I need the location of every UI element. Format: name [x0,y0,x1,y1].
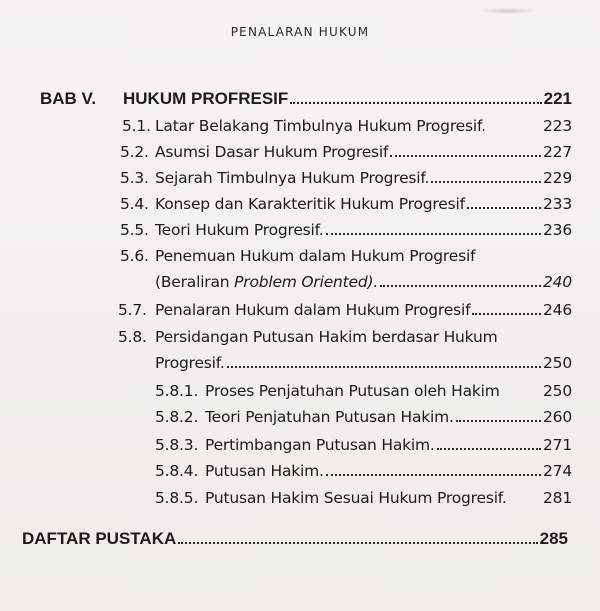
subentry-page: 281 [543,489,572,507]
toc-entry-5-5 [120,219,572,241]
subentry-number: 5.8.2. [155,408,199,426]
entry-title: Sejarah Timbulnya Hukum Progresif. [155,169,430,187]
entry-title: Asumsi Dasar Hukum Progresif [155,143,389,161]
entry-number: 5.7. [118,301,147,319]
running-head: PENALARAN HUKUM [230,25,370,39]
entry-page: 229 [543,169,572,187]
dot-leader [488,129,541,131]
paper-smudge [478,8,538,14]
subentry-number: 5.8.5. [155,489,199,507]
dot-leader [390,155,541,157]
entry-page: 250 [543,354,572,372]
entry-number: 5.6. [120,247,149,265]
subentry-number: 5.8.4. [155,462,199,480]
entry-page: 240 [543,273,572,291]
entry-page: 236 [543,221,572,239]
bibliography-title: DAFTAR PUSTAKA [22,529,177,548]
entry-title: Penalaran Hukum dalam Hukum Progresif [155,301,471,319]
subentry-title: Teori Penjatuhan Putusan Hakim. [205,408,454,426]
dot-leader [326,233,541,235]
chapter-label: BAB V. [40,89,97,108]
subentry-page: 271 [543,436,572,454]
toc-entry-5-6 [120,245,572,267]
toc-chapter-line [40,88,572,110]
entry-number: 5.8. [118,328,147,346]
dot-leader [290,102,541,104]
toc-subentry-5-8-1 [155,380,572,402]
toc-entry-5-8 [118,326,572,348]
entry-number: 5.1. [122,117,151,135]
dot-leader [227,366,541,368]
toc-subentry-5-8-2 [155,406,572,428]
toc-entry-5-3 [120,167,572,189]
entry-page: 227 [543,143,572,161]
entry-title-continued: Progresif. [155,354,225,372]
subentry-page: 250 [543,382,572,400]
chapter-title: HUKUM PROFRESIF [123,89,289,108]
entry-title: Latar Belakang Timbulnya Hukum Progresif. [155,117,486,135]
subentry-title: Proses Penjatuhan Putusan oleh Hakim [205,382,500,400]
subentry-title: Putusan Hakim Sesuai Hukum Progresif. [205,489,507,507]
dot-leader [431,181,541,183]
entry-number: 5.4. [120,195,149,213]
entry-page: 246 [543,301,572,319]
subentry-number: 5.8.1. [155,382,199,400]
dot-leader [472,313,541,315]
toc-subentry-5-8-3 [155,434,572,456]
entry-page: 233 [543,195,572,213]
subentry-title: Pertimbangan Putusan Hakim. [205,436,435,454]
entry-title-prefix: (Beraliran [155,273,235,291]
entry-title: Konsep dan Karakteritik Hukum Progresif [155,195,465,213]
entry-title: Teori Hukum Progresif. [155,221,324,239]
subentry-page: 274 [543,462,572,480]
subentry-page: 260 [543,408,572,426]
toc-subentry-5-8-5 [155,487,572,509]
toc-entry-5-8-continued [155,352,572,374]
entry-title-continued [155,271,378,293]
bibliography-page: 285 [539,529,568,548]
entry-number: 5.3. [120,169,149,187]
entry-number: 5.2. [120,143,149,161]
subentry-number: 5.8.3. [155,436,199,454]
dot-leader [467,207,541,209]
dot-leader [326,474,541,476]
toc-entry-5-1 [122,115,572,137]
entry-number: 5.5. [120,221,149,239]
toc-entry-5-7 [118,299,572,321]
entry-title: Penemuan Hukum dalam Hukum Progresif [155,247,476,265]
dot-leader [509,501,541,503]
toc-subentry-5-8-4 [155,460,572,482]
dot-leader [502,394,541,396]
toc-entry-5-4 [120,193,572,215]
entry-page: 223 [543,117,572,135]
entry-title-italic: Problem Oriented). [234,273,379,291]
dot-leader [437,448,541,450]
toc-bibliography-line [22,528,568,550]
toc-entry-5-6-continued [155,271,572,293]
dot-leader [456,420,541,422]
toc-entry-5-2 [120,141,572,163]
chapter-page: 221 [543,89,572,108]
subentry-title: Putusan Hakim. [205,462,324,480]
entry-title: Persidangan Putusan Hakim berdasar Hukum [155,328,498,346]
dot-leader [380,285,541,287]
dot-leader [178,542,537,544]
